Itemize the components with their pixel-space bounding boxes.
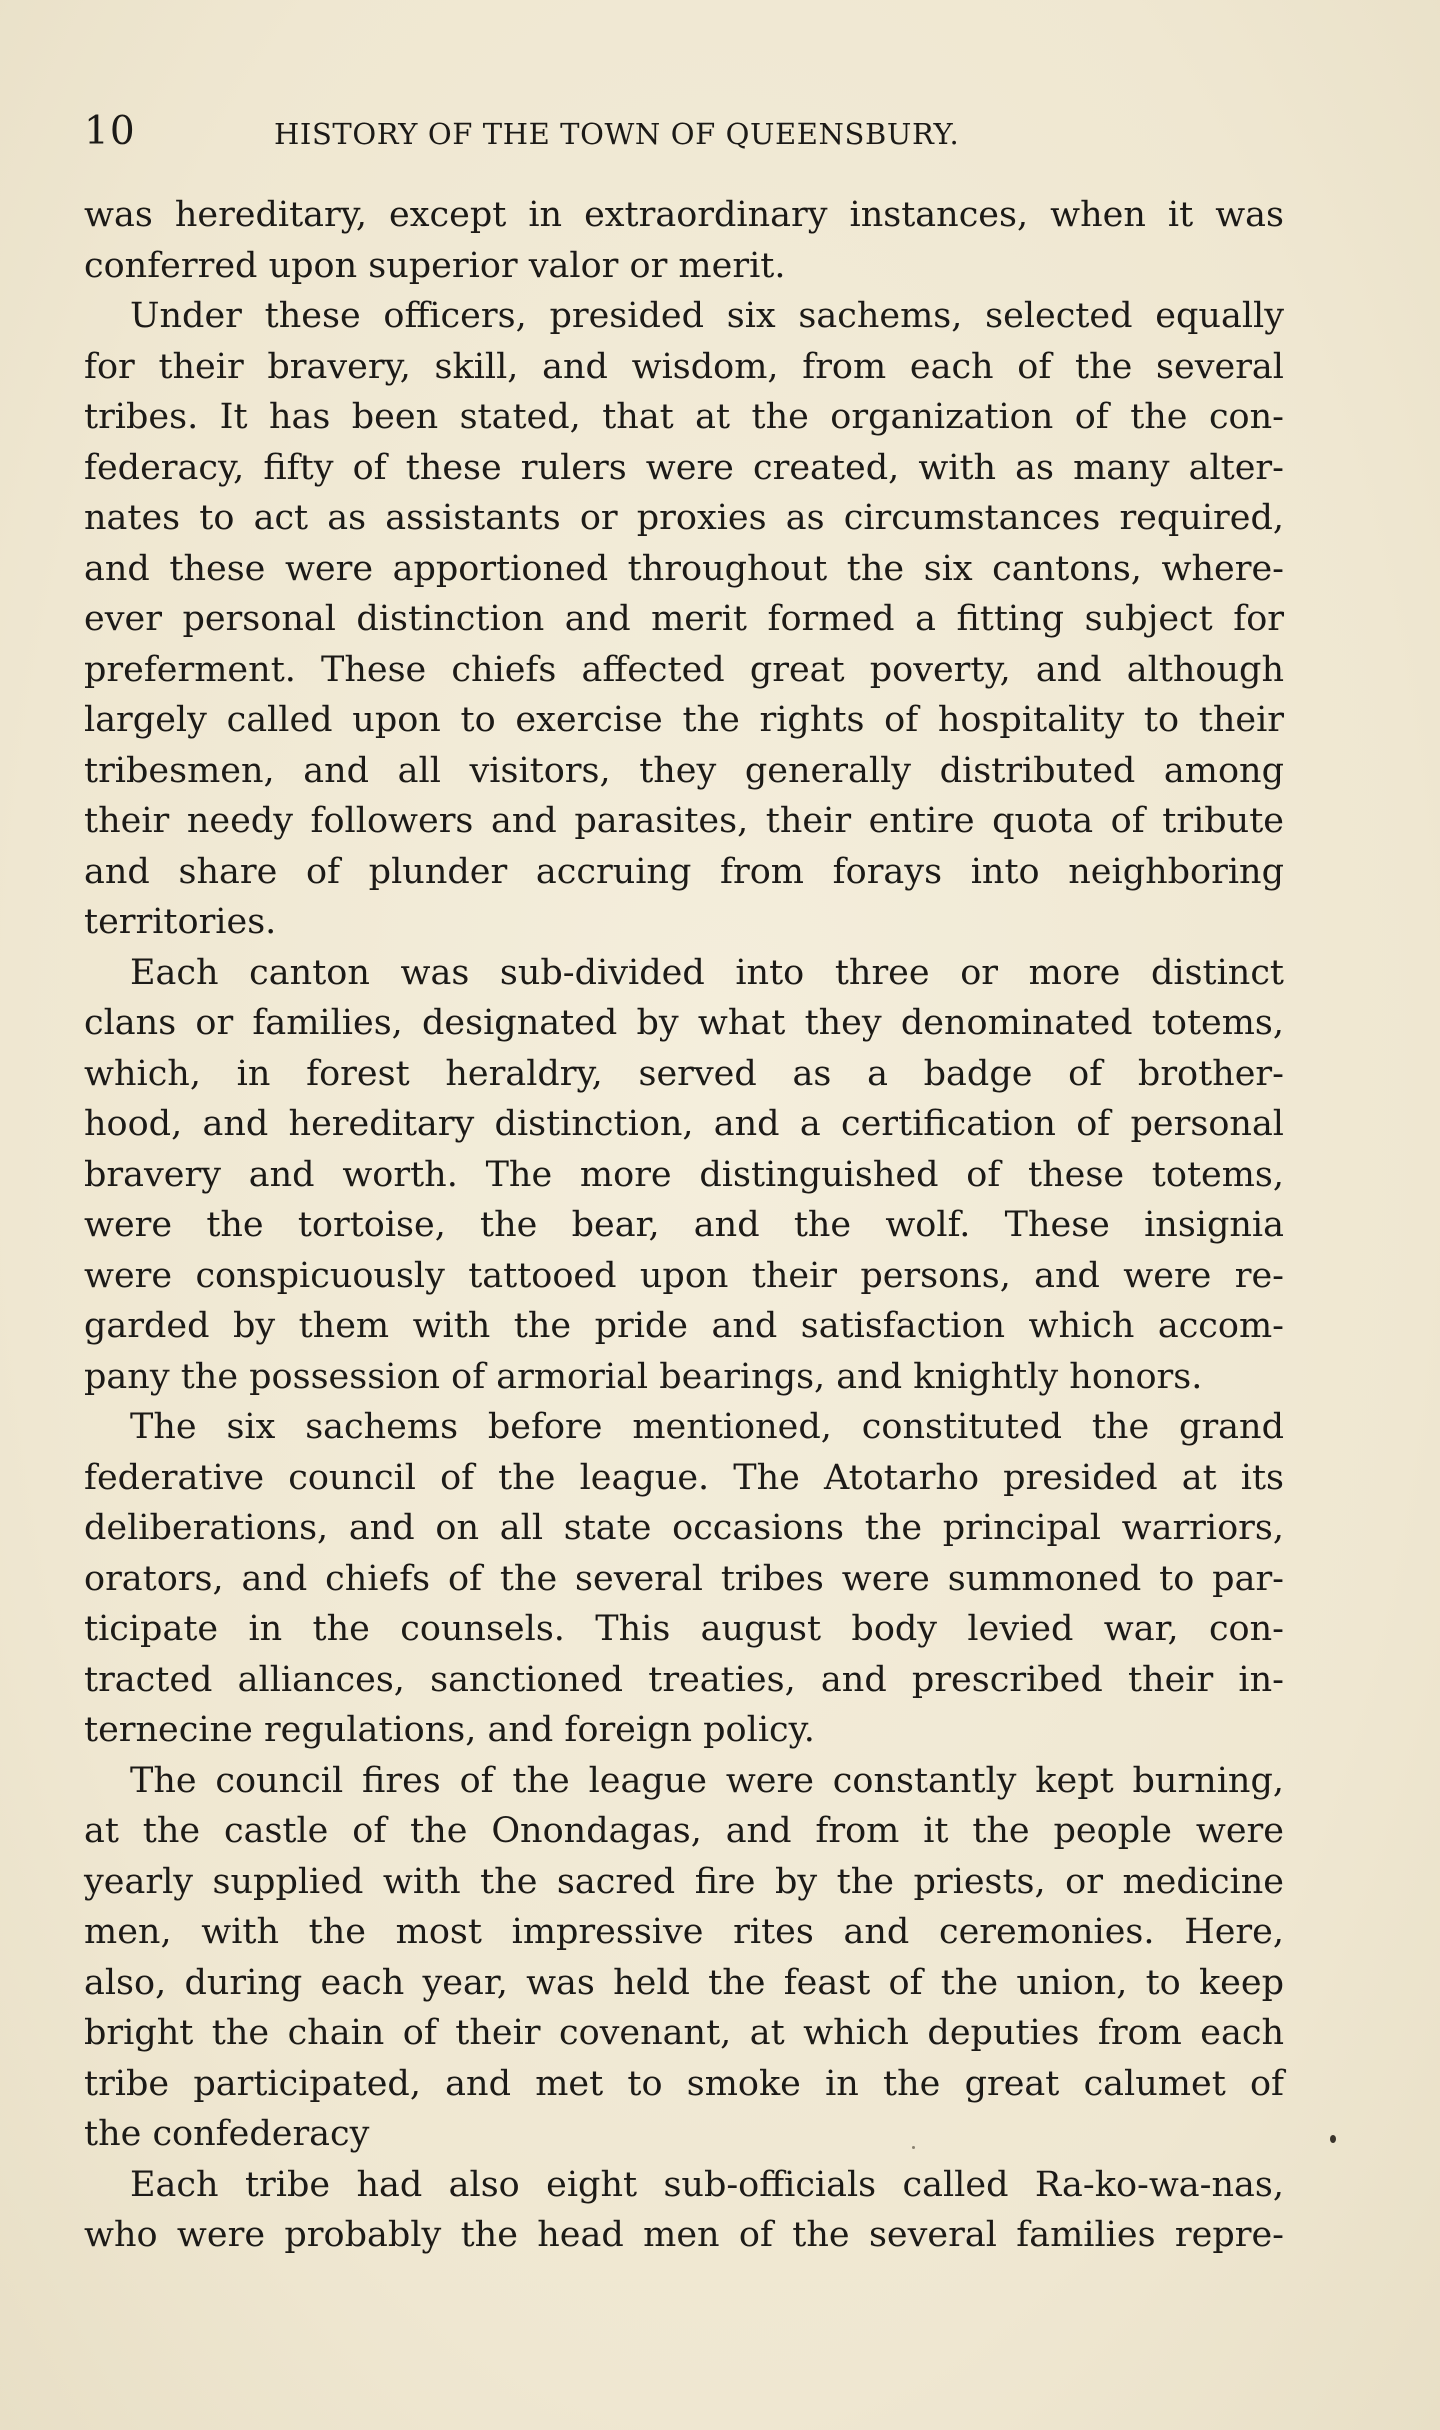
text-line: bravery and worth. The more distinguished of these totems,: [84, 1154, 1284, 1195]
text-line: ever personal distinction and merit formed a fitting subject for: [84, 599, 1284, 639]
text-line: tribesmen, and all visitors, they generally distributed among: [84, 750, 1284, 791]
text-line: were conspicuously tattooed upon their persons, and were re-: [84, 1255, 1284, 1296]
text-line: orators, and chiefs of the several tribes were summoned to par-: [84, 1558, 1284, 1599]
text-line: tribe participated, and met to smoke in the great calumet of: [84, 2063, 1284, 2104]
text-line: their needy followers and parasites, their entire quota of tribute: [84, 801, 1284, 841]
ink-speck: [1330, 2135, 1336, 2143]
text-line: which, in forest heraldry, served as a badge of brother-: [84, 1053, 1284, 1094]
text-line: also, during each year, was held the feast of the union, to keep: [84, 1962, 1284, 2003]
text-line: tribes. It has been stated, that at the organization of the con-: [84, 397, 1284, 437]
text-line: clans or families, designated by what they denominated totems,: [84, 1003, 1284, 1043]
text-line: yearly supplied with the sacred fire by the priests, or medicine: [84, 1861, 1284, 1902]
body-text: [84, 190, 1284, 2261]
text-line: Each canton was sub-divided into three or more distinct: [130, 952, 1284, 993]
text-line: federative council of the league. The Atotarho presided at its: [84, 1457, 1284, 1498]
text-line: tracted alliances, sanctioned treaties, and prescribed their in-: [84, 1659, 1284, 1700]
text-line: garded by them with the pride and satisfaction which accom-: [84, 1306, 1284, 1346]
text-line: largely called upon to exercise the rights of hospitality to their: [84, 700, 1284, 740]
text-line: Under these officers, presided six sachems, selected equally: [130, 296, 1284, 336]
text-line: and share of plunder accruing from forays into neighboring: [84, 851, 1284, 892]
page-number: 10: [84, 109, 136, 154]
running-title: HISTORY OF THE TOWN OF QUEENSBURY.: [274, 117, 960, 151]
text-line: bright the chain of their covenant, at which deputies from each: [84, 2013, 1284, 2053]
text-line: The six sachems before mentioned, constituted the grand: [130, 1407, 1284, 1447]
text-line: conferred upon superior valor or merit.: [84, 245, 786, 286]
text-line: nates to act as assistants or proxies as circumstances required,: [84, 498, 1284, 538]
text-line: at the castle of the Onondagas, and from it the people were: [84, 1811, 1284, 1851]
text-line: territories.: [84, 902, 277, 942]
text-line: was hereditary, except in extraordinary instances, when it was: [84, 195, 1284, 235]
text-line: were the tortoise, the bear, and the wolf. These insignia: [84, 1205, 1284, 1245]
ink-speck: [912, 2146, 915, 2149]
running-head: [84, 108, 1284, 156]
text-line: preferment. These chiefs affected great poverty, and although: [84, 649, 1284, 690]
text-line: the confederacy: [84, 2114, 370, 2154]
text-line: for their bravery, skill, and wisdom, from each of the several: [84, 346, 1284, 387]
text-line: hood, and hereditary distinction, and a certification of personal: [84, 1104, 1284, 1144]
text-line: Each tribe had also eight sub-officials called Ra-ko-wa-nas,: [130, 2164, 1284, 2205]
text-line: federacy, fifty of these rulers were created, with as many alter-: [84, 447, 1284, 488]
text-line: men, with the most impressive rites and ceremonies. Here,: [84, 1912, 1284, 1952]
text-line: ternecine regulations, and foreign policy.: [84, 1710, 815, 1750]
text-line: ticipate in the counsels. This august body levied war, con-: [84, 1609, 1284, 1649]
text-line: and these were apportioned throughout the six cantons, where-: [84, 548, 1284, 589]
text-line: The council fires of the league were constantly kept burning,: [130, 1760, 1284, 1801]
text-line: deliberations, and on all state occasions the principal warriors,: [84, 1508, 1284, 1548]
text-line: who were probably the head men of the several families repre-: [84, 2215, 1284, 2255]
text-line: pany the possession of armorial bearings, and knightly honors.: [84, 1356, 1203, 1397]
